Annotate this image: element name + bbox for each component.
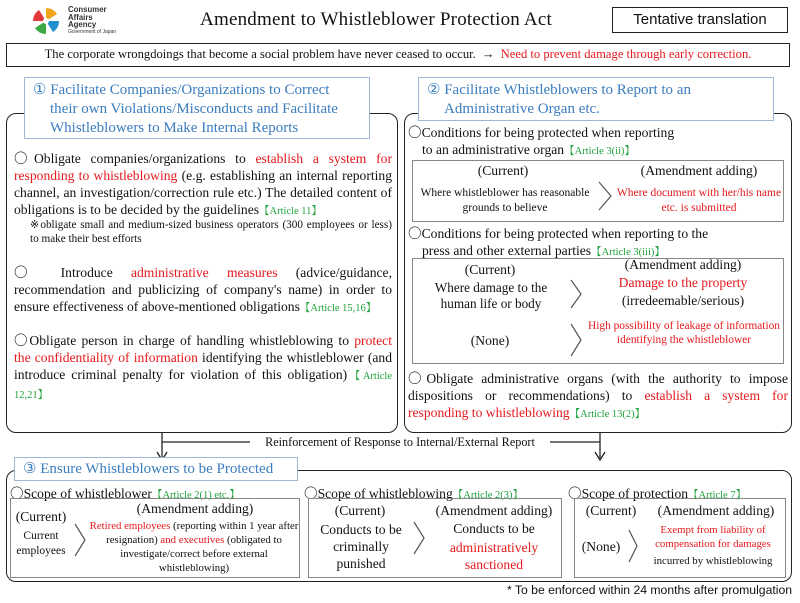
scope1-title-text: 〇Scope of whistleblower <box>10 486 152 501</box>
s3-amend-black: incurred by whistleblowing <box>653 555 773 567</box>
c1-current-text: Where whistleblower has reasonable grounds to believe <box>420 187 590 214</box>
scope2-article: 【Article 2(3)】 <box>452 490 524 501</box>
c1-amend-label: (Amendment adding) <box>640 163 758 178</box>
intro-banner <box>6 43 790 67</box>
section1-item1 <box>14 150 392 220</box>
chevron-right-icon <box>627 529 639 563</box>
scope1-box <box>10 498 300 578</box>
section1-heading-line: their own Violations/Misconducts and Facilitate <box>50 101 338 117</box>
logo-line: Agency <box>68 20 97 29</box>
scope3-article: 【Article 7】 <box>688 490 747 501</box>
s1-amend-red: and executives <box>160 534 225 546</box>
c2-current-label: (Current) <box>464 262 516 277</box>
s2-amend-black: Conducts to be <box>453 521 535 536</box>
section1-heading-line: ① Facilitate Companies/Organizations to Correct <box>33 82 330 98</box>
condition2-box <box>412 258 784 364</box>
condition2-title-line: 〇Conditions for being protected when reporting to the <box>408 226 709 241</box>
s2-current-text: Conducts to be criminally punished <box>320 522 402 571</box>
condition1-title <box>408 124 788 160</box>
section1-item3 <box>14 332 392 404</box>
item2-highlight: administrative measures <box>130 265 278 280</box>
section2-heading <box>418 77 774 121</box>
condition3-text: 〇Obligate administrative organs (with the authority to impose dispositions or recommendations) to <box>408 371 788 403</box>
s3-amend-label: (Amendment adding) <box>657 503 775 518</box>
c2-amend-black: (irredeemable/serious) <box>621 293 745 308</box>
item1-text-rest: (e.g. establishing an internal reporting channel, an investigation/correction rule etc.) The detailed content of obligations is to be decided by the guidelines <box>14 168 392 217</box>
section1-item2 <box>14 264 392 317</box>
s1-amend-label: (Amendment adding) <box>136 501 254 516</box>
scope3-title-text: 〇Scope of protection <box>568 486 689 501</box>
agency-logo-icon <box>28 6 64 36</box>
condition1-title-line: 〇Conditions for being protected when reporting <box>408 125 675 140</box>
condition2-title <box>408 225 788 261</box>
c2-current-text: Where damage to the human life or body <box>434 280 548 311</box>
condition3 <box>408 370 788 423</box>
chevron-right-icon <box>569 323 583 357</box>
logo-line: Government of Japan <box>68 28 117 35</box>
section1-heading <box>24 77 370 139</box>
chevron-right-icon <box>569 279 583 309</box>
scope1-article: 【Article 2(1) etc.】 <box>151 490 240 501</box>
c2-amend-red2: High possibility of leakage of information identifying the whistleblower <box>587 320 781 346</box>
condition1-box <box>412 160 784 222</box>
section2-heading-line: ② Facilitate Whistleblowers to Report to an <box>427 82 691 98</box>
scope3-box <box>574 498 786 578</box>
chevron-right-icon <box>412 521 426 555</box>
chevron-right-icon <box>73 523 87 557</box>
c1-current-label: (Current) <box>477 163 529 178</box>
section2-heading-line: Administrative Organ etc. <box>444 101 600 117</box>
intro-arrow: → <box>481 47 495 61</box>
item3-highlight: protect the confidentiality of information <box>14 333 392 365</box>
c2-amend-red1: Damage to the property <box>618 275 748 290</box>
item3-text-rest: identifying the whistleblower (and introduce criminal penalty for violation of this obligation) <box>14 350 392 382</box>
item2-text: 〇 Introduce <box>14 265 131 280</box>
item1-article: 【Article 11】 <box>259 206 322 217</box>
s2-amend-red: administratively sanctioned <box>449 540 539 572</box>
condition2-title-line: press and other external parties <box>422 243 592 258</box>
condition2-article: 【Article 3(iii)】 <box>591 247 665 258</box>
agency-logo <box>28 6 156 36</box>
s2-amend-label: (Amendment adding) <box>435 503 553 518</box>
section1-heading-line: Whistleblowers to Make Internal Reports <box>50 120 299 136</box>
section3-heading: ③ Ensure Whistleblowers to be Protected <box>14 457 298 481</box>
logo-line: Consumer <box>68 5 107 14</box>
condition3-highlight: establish a system for responding to whistleblowing <box>408 388 788 420</box>
item2-text-rest: (advice/guidance, recommendation and publicizing of company's name) in order to ensure effectiveness of above-mentioned obligations <box>14 265 392 314</box>
s1-current-label: (Current) <box>15 509 67 524</box>
c2-amend-label: (Amendment adding) <box>624 257 742 272</box>
s2-current-label: (Current) <box>334 503 386 518</box>
s1-amend-red: Retired employees <box>89 520 171 532</box>
condition3-article: 【Article 13(2)】 <box>569 409 646 420</box>
c2-none: (None) <box>470 333 510 348</box>
chevron-right-icon <box>597 181 613 211</box>
reinforcement-label: Reinforcement of Response to Internal/External Report <box>250 435 550 450</box>
footnote: * To be enforced within 24 months after promulgation <box>507 583 792 597</box>
item1-text: 〇Obligate companies/organizations to <box>14 151 256 166</box>
s1-amend-black: (obligated to investigate/correct before external whistleblowing) <box>120 534 282 574</box>
item3-article: 【Article 12,21】 <box>14 371 392 401</box>
section1-item1-note: ※obligate small and medium-sized business operators (300 employees or less) to make their best efforts <box>30 219 392 245</box>
s1-current-text: Current employees <box>16 530 66 557</box>
item3-text: 〇Obligate person in charge of handling whistleblowing to <box>14 333 355 348</box>
s1-amend-black: (reporting within 1 year after resignation) <box>106 520 299 546</box>
logo-line: Affairs <box>68 12 93 22</box>
c1-amend-text: Where document with her/his name etc. is submitted <box>616 187 782 214</box>
item1-highlight: establish a system for responding to whistleblowing <box>14 151 392 183</box>
intro-highlight: Need to prevent damage through early correction. <box>500 47 752 61</box>
s3-current-label: (Current) <box>585 503 637 518</box>
s1-amend-text <box>89 519 299 575</box>
condition1-article: 【Article 3(ii)】 <box>564 146 635 157</box>
s3-amend-red: Exempt from liability of compensation for damages <box>655 524 771 550</box>
condition1-title-line: to an administrative organ <box>422 142 565 157</box>
scope2-title-text: 〇Scope of whistleblowing <box>304 486 453 501</box>
item2-article: 【Article 15,16】 <box>299 303 377 314</box>
tentative-translation-badge: Tentative translation <box>612 7 788 33</box>
s3-none: (None) <box>581 539 621 554</box>
scope2-box <box>308 498 562 578</box>
page-title: Amendment to Whistleblower Protection Act <box>200 9 552 30</box>
intro-text: The corporate wrongdoings that become a social problem have never ceased to occur. <box>44 47 476 61</box>
